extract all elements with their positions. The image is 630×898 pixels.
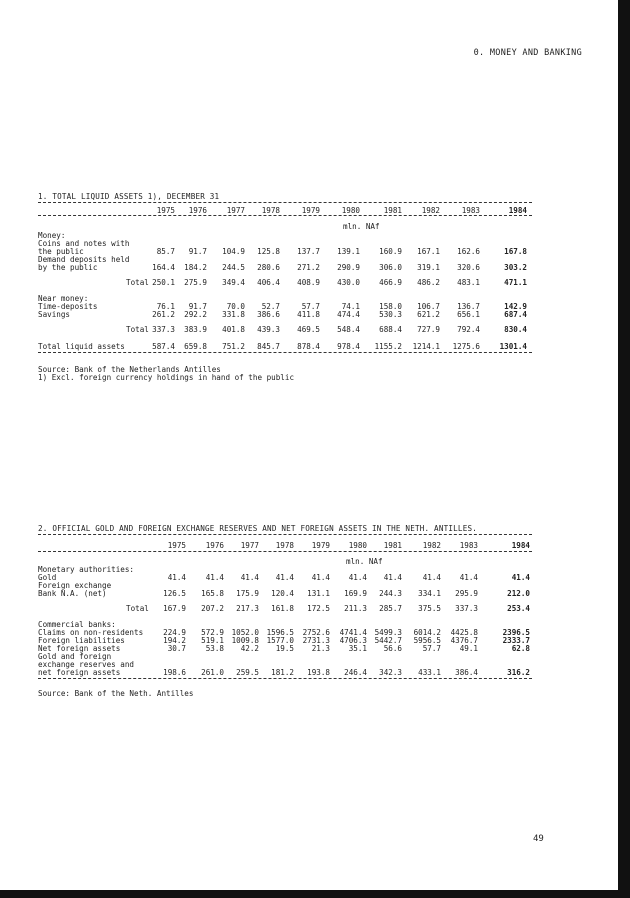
row-label: Total <box>126 278 149 287</box>
divider <box>38 678 532 679</box>
row-label: Claims on non-residents <box>38 628 144 637</box>
cell-value: 250.1 <box>152 278 175 287</box>
year-header: 1977 <box>240 541 259 550</box>
row-label: Money: <box>38 231 66 240</box>
cell-value: 292.2 <box>184 310 207 319</box>
row-label: Time-deposits <box>38 302 98 311</box>
cell-value: 106.7 <box>417 302 440 311</box>
year-header: 1983 <box>459 541 478 550</box>
cell-value: 4741.4 <box>339 628 367 637</box>
cell-value: 548.4 <box>337 325 360 334</box>
cell-value: 167.9 <box>163 604 186 613</box>
footnote: 1) Excl. foreign currency holdings in hand of the public <box>38 373 295 382</box>
table-row <box>38 589 532 598</box>
cell-value: 751.2 <box>222 342 245 351</box>
row-label: Monetary authorities: <box>38 565 135 574</box>
cell-value: 5956.5 <box>413 636 441 645</box>
cell-value: 70.0 <box>226 302 245 311</box>
cell-value: 137.7 <box>297 247 320 256</box>
table-row <box>38 604 532 613</box>
cell-value: 1052.0 <box>231 628 259 637</box>
cell-value: 56.6 <box>383 644 402 653</box>
cell-value: 184.2 <box>184 263 207 272</box>
row-label: Total <box>126 604 149 613</box>
section-header: 0. MONEY AND BANKING <box>473 48 582 58</box>
cell-value: 53.8 <box>205 644 224 653</box>
cell-value: 207.2 <box>201 604 224 613</box>
cell-value: 1301.4 <box>499 342 527 351</box>
unit-label: mln. NAf <box>343 222 380 231</box>
cell-value: 978.4 <box>337 342 360 351</box>
cell-value: 167.8 <box>504 247 527 256</box>
cell-value: 280.6 <box>257 263 280 272</box>
cell-value: 727.9 <box>417 325 440 334</box>
year-header: 1980 <box>348 541 367 550</box>
row-label: the public <box>38 247 84 256</box>
cell-value: 21.3 <box>311 644 330 653</box>
cell-value: 792.4 <box>457 325 480 334</box>
scan-edge-right <box>618 0 630 898</box>
cell-value: 261.0 <box>201 668 224 677</box>
cell-value: 30.7 <box>167 644 186 653</box>
cell-value: 430.0 <box>337 278 360 287</box>
cell-value: 295.9 <box>455 589 478 598</box>
cell-value: 587.4 <box>152 342 175 351</box>
cell-value: 466.9 <box>379 278 402 287</box>
year-header: 1983 <box>461 206 480 215</box>
row-label: Foreign exchange <box>38 581 112 590</box>
divider <box>38 534 532 535</box>
cell-value: 76.1 <box>156 302 175 311</box>
table-title: 1. TOTAL LIQUID ASSETS 1), DECEMBER 31 <box>38 192 220 201</box>
cell-value: 193.8 <box>307 668 330 677</box>
cell-value: 131.1 <box>307 589 330 598</box>
cell-value: 408.9 <box>297 278 320 287</box>
cell-value: 845.7 <box>257 342 280 351</box>
cell-value: 342.3 <box>379 668 402 677</box>
cell-value: 2752.6 <box>302 628 330 637</box>
row-label: Demand deposits held <box>38 255 130 264</box>
row-label: Savings <box>38 310 71 319</box>
cell-value: 259.5 <box>236 668 259 677</box>
cell-value: 162.6 <box>457 247 480 256</box>
cell-value: 471.1 <box>504 278 527 287</box>
scan-edge-bottom <box>0 890 630 898</box>
cell-value: 104.9 <box>222 247 245 256</box>
cell-value: 411.8 <box>297 310 320 319</box>
cell-value: 687.4 <box>504 310 527 319</box>
cell-value: 1214.1 <box>412 342 440 351</box>
cell-value: 212.0 <box>507 589 530 598</box>
cell-value: 194.2 <box>163 636 186 645</box>
row-label: Gold <box>38 573 57 582</box>
cell-value: 4425.8 <box>450 628 478 637</box>
cell-value: 41.4 <box>167 573 186 582</box>
cell-value: 142.9 <box>504 302 527 311</box>
cell-value: 406.4 <box>257 278 280 287</box>
year-header: 1980 <box>341 206 360 215</box>
cell-value: 5442.7 <box>374 636 402 645</box>
cell-value: 211.3 <box>344 604 367 613</box>
cell-value: 621.2 <box>417 310 440 319</box>
cell-value: 1596.5 <box>266 628 294 637</box>
cell-value: 271.2 <box>297 263 320 272</box>
cell-value: 4376.7 <box>450 636 478 645</box>
cell-value: 275.9 <box>184 278 207 287</box>
cell-value: 172.5 <box>307 604 330 613</box>
cell-value: 830.4 <box>504 325 527 334</box>
cell-value: 688.4 <box>379 325 402 334</box>
cell-value: 334.1 <box>418 589 441 598</box>
year-header: 1979 <box>311 541 330 550</box>
row-label: Gold and foreign <box>38 652 112 661</box>
row-label: Net foreign assets <box>38 644 121 653</box>
source-note: Source: Bank of the Netherlands Antilles <box>38 365 221 374</box>
cell-value: 433.1 <box>418 668 441 677</box>
cell-value: 530.3 <box>379 310 402 319</box>
cell-value: 319.1 <box>417 263 440 272</box>
row-label: net foreign assets <box>38 668 121 677</box>
cell-value: 1275.6 <box>452 342 480 351</box>
year-header-row <box>38 541 532 550</box>
cell-value: 246.4 <box>344 668 367 677</box>
year-header: 1975 <box>167 541 186 550</box>
cell-value: 41.4 <box>275 573 294 582</box>
cell-value: 306.0 <box>379 263 402 272</box>
cell-value: 878.4 <box>297 342 320 351</box>
cell-value: 439.3 <box>257 325 280 334</box>
cell-value: 41.4 <box>459 573 478 582</box>
cell-value: 167.1 <box>417 247 440 256</box>
cell-value: 126.5 <box>163 589 186 598</box>
cell-value: 659.8 <box>184 342 207 351</box>
cell-value: 519.1 <box>201 636 224 645</box>
cell-value: 165.8 <box>201 589 224 598</box>
year-header: 1975 <box>156 206 175 215</box>
row-label: Total liquid assets <box>38 342 125 351</box>
row-label: Commercial banks: <box>38 620 116 629</box>
year-header: 1981 <box>383 206 402 215</box>
cell-value: 386.6 <box>257 310 280 319</box>
cell-value: 244.3 <box>379 589 402 598</box>
cell-value: 337.3 <box>455 604 478 613</box>
year-header: 1982 <box>421 206 440 215</box>
cell-value: 1577.0 <box>266 636 294 645</box>
cell-value: 2333.7 <box>502 636 530 645</box>
divider <box>38 551 532 552</box>
cell-value: 383.9 <box>184 325 207 334</box>
cell-value: 85.7 <box>156 247 175 256</box>
row-label: Coins and notes with <box>38 239 130 248</box>
cell-value: 2731.3 <box>302 636 330 645</box>
cell-value: 331.8 <box>222 310 245 319</box>
table-title: 2. OFFICIAL GOLD AND FOREIGN EXCHANGE RESERVES AND NET FOREIGN ASSETS IN THE NETH. ANTILLES. <box>38 524 478 533</box>
cell-value: 74.1 <box>341 302 360 311</box>
page-number: 49 <box>533 834 544 844</box>
cell-value: 41.4 <box>311 573 330 582</box>
cell-value: 57.7 <box>301 302 320 311</box>
cell-value: 57.7 <box>422 644 441 653</box>
year-header: 1976 <box>205 541 224 550</box>
cell-value: 41.4 <box>511 573 530 582</box>
cell-value: 42.2 <box>240 644 259 653</box>
cell-value: 290.9 <box>337 263 360 272</box>
cell-value: 316.2 <box>507 668 530 677</box>
cell-value: 4706.3 <box>339 636 367 645</box>
cell-value: 486.2 <box>417 278 440 287</box>
cell-value: 35.1 <box>348 644 367 653</box>
cell-value: 217.3 <box>236 604 259 613</box>
year-header: 1984 <box>508 206 527 215</box>
cell-value: 158.0 <box>379 302 402 311</box>
row-label: Bank N.A. (net) <box>38 589 107 598</box>
unit-label: mln. NAf <box>346 557 383 566</box>
cell-value: 656.1 <box>457 310 480 319</box>
cell-value: 285.7 <box>379 604 402 613</box>
cell-value: 198.6 <box>163 668 186 677</box>
cell-value: 161.8 <box>271 604 294 613</box>
cell-value: 91.7 <box>188 302 207 311</box>
cell-value: 169.9 <box>344 589 367 598</box>
row-label: by the public <box>38 263 98 272</box>
year-header: 1977 <box>226 206 245 215</box>
cell-value: 91.7 <box>188 247 207 256</box>
cell-value: 181.2 <box>271 668 294 677</box>
table-gold-foreign-reserves <box>38 0 532 720</box>
year-header: 1981 <box>383 541 402 550</box>
cell-value: 41.4 <box>383 573 402 582</box>
cell-value: 483.1 <box>457 278 480 287</box>
cell-value: 469.5 <box>297 325 320 334</box>
cell-value: 120.4 <box>271 589 294 598</box>
cell-value: 41.4 <box>240 573 259 582</box>
year-header: 1978 <box>261 206 280 215</box>
cell-value: 164.4 <box>152 263 175 272</box>
cell-value: 253.4 <box>507 604 530 613</box>
cell-value: 62.8 <box>511 644 530 653</box>
row-label: Near money: <box>38 294 89 303</box>
year-header: 1976 <box>188 206 207 215</box>
cell-value: 224.9 <box>163 628 186 637</box>
year-header: 1978 <box>275 541 294 550</box>
cell-value: 41.4 <box>348 573 367 582</box>
cell-value: 125.8 <box>257 247 280 256</box>
cell-value: 401.8 <box>222 325 245 334</box>
source-note: Source: Bank of the Neth. Antilles <box>38 689 194 698</box>
cell-value: 160.9 <box>379 247 402 256</box>
cell-value: 52.7 <box>261 302 280 311</box>
table-row <box>38 668 532 677</box>
cell-value: 337.3 <box>152 325 175 334</box>
cell-value: 5499.3 <box>374 628 402 637</box>
cell-value: 41.4 <box>205 573 224 582</box>
cell-value: 474.4 <box>337 310 360 319</box>
cell-value: 6014.2 <box>413 628 441 637</box>
cell-value: 244.5 <box>222 263 245 272</box>
row-label: Total <box>126 325 149 334</box>
cell-value: 349.4 <box>222 278 245 287</box>
cell-value: 139.1 <box>337 247 360 256</box>
cell-value: 41.4 <box>422 573 441 582</box>
cell-value: 386.4 <box>455 668 478 677</box>
cell-value: 136.7 <box>457 302 480 311</box>
cell-value: 375.5 <box>418 604 441 613</box>
cell-value: 303.2 <box>504 263 527 272</box>
cell-value: 2396.5 <box>502 628 530 637</box>
cell-value: 261.2 <box>152 310 175 319</box>
year-header: 1982 <box>422 541 441 550</box>
cell-value: 175.9 <box>236 589 259 598</box>
cell-value: 19.5 <box>275 644 294 653</box>
row-label: Foreign liabilities <box>38 636 125 645</box>
cell-value: 572.9 <box>201 628 224 637</box>
cell-value: 320.6 <box>457 263 480 272</box>
cell-value: 1155.2 <box>374 342 402 351</box>
row-label: exchange reserves and <box>38 660 135 669</box>
cell-value: 49.1 <box>459 644 478 653</box>
cell-value: 1009.8 <box>231 636 259 645</box>
year-header: 1979 <box>301 206 320 215</box>
year-header: 1984 <box>511 541 530 550</box>
